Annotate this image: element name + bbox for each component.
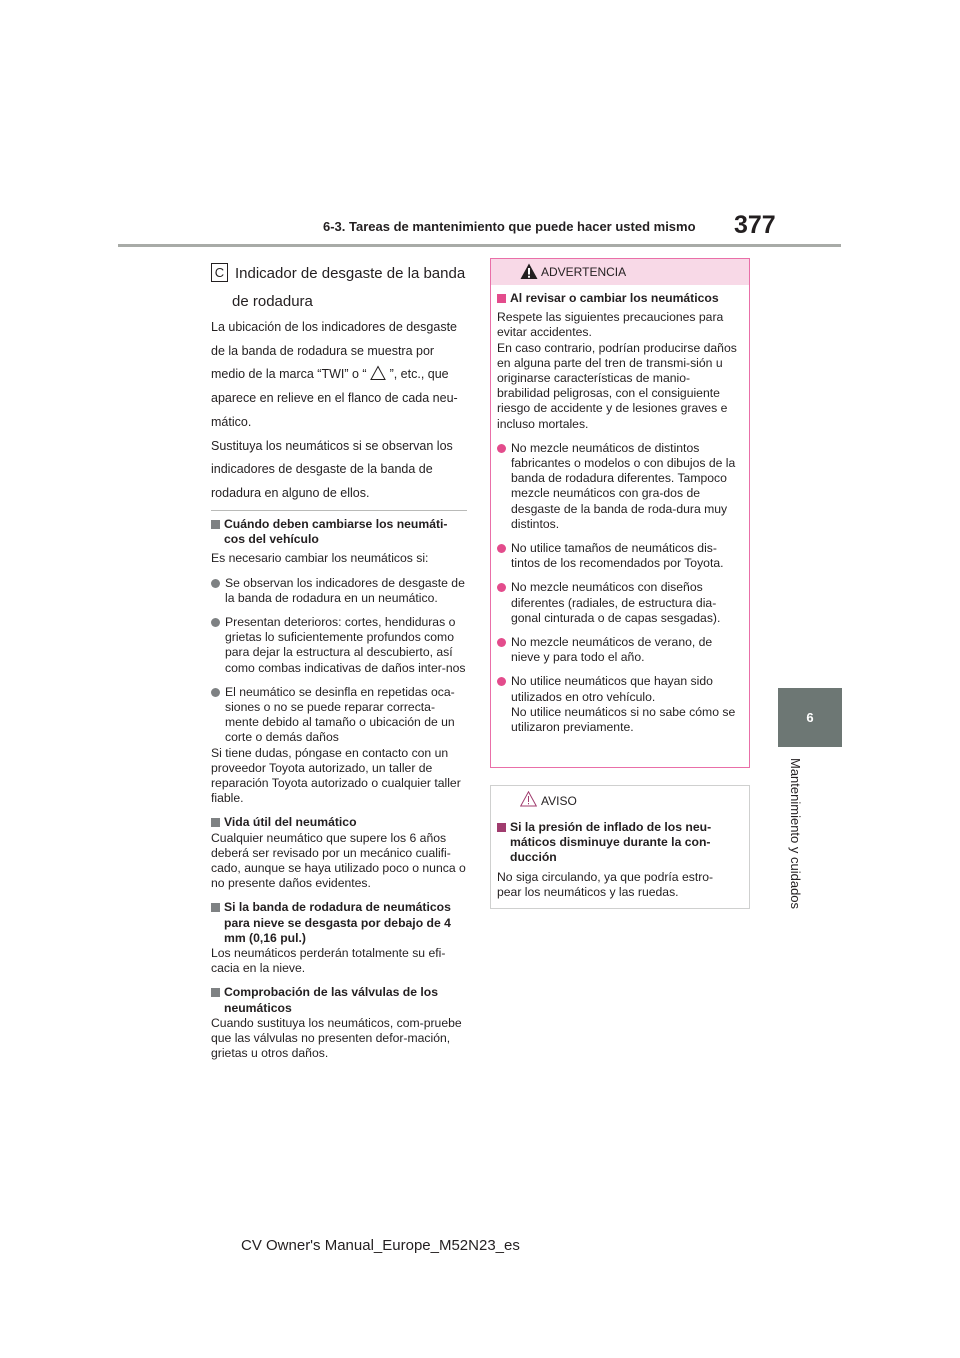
notice-box <box>490 785 750 909</box>
intro-line: rodadura en alguno de ellos. <box>211 485 370 500</box>
subheading: Cuándo deben cambiarse los neumáti-cos del vehículo <box>211 517 467 547</box>
warning-box <box>490 258 750 768</box>
paragraph: Los neumáticos perderán totalmente su efi-cacia en la nieve. <box>211 946 446 976</box>
chapter-tab-label: Mantenimiento y cuidados <box>788 758 803 910</box>
notice-label: AVISO <box>541 794 577 808</box>
subheading: Si la banda de rodadura de neumáticos para nieve se desgasta por debajo de 4 mm (0,16 pul.) <box>211 900 467 946</box>
bullet-item: No mezcle neumáticos de verano, de nieve y para todo el año. <box>497 635 737 665</box>
chapter-tab-number: 6 <box>806 710 814 725</box>
intro-line: La ubicación de los indicadores de desgaste <box>211 320 458 334</box>
warning-content <box>497 291 737 735</box>
wear-indicator-triangle-icon <box>370 365 386 381</box>
paragraph: Si tiene dudas, póngase en contacto con un proveedor Toyota autorizado, un taller de reparación Toyota autorizado o cualquier taller fiable. <box>211 745 461 806</box>
subheading: Al revisar o cambiar los neumáticos <box>497 291 737 306</box>
bullet-item: No utilice tamaños de neumáticos dis-tintos de los recomendados por Toyota. <box>497 541 737 571</box>
paragraph: Respete las siguientes precauciones para evitar accidentes. <box>497 310 724 340</box>
bullet-item: El neumático se desinfla en repetidas oca-siones o no se puede reparar correcta-mente debido al tamaño o ubicación de un corte o demás daños <box>211 685 467 746</box>
header-section-title: 6-3. Tareas de mantenimiento que puede hacer usted mismo <box>323 219 696 234</box>
bullet-item <box>497 674 737 735</box>
page-number: 377 <box>734 211 776 239</box>
notice-header <box>491 786 749 812</box>
intro-line: indicadores de desgaste de la banda de <box>211 462 433 477</box>
warning-triangle-icon <box>520 263 538 280</box>
paragraph: Es necesario cambiar los neumáticos si: <box>211 551 429 566</box>
intro-line: de la banda de rodadura se muestra por <box>211 343 435 358</box>
intro-line: aparece en relieve en el flanco de cada neu- <box>211 391 458 406</box>
notice-content <box>497 820 737 900</box>
bullet-text: No utilice neumáticos si no sabe cómo se utilizaron previamente. <box>511 704 736 735</box>
subheading: Vida útil del neumático <box>211 815 467 830</box>
bullet-text: No utilice neumáticos que hayan sido utilizados en otro vehículo. <box>511 674 713 704</box>
intro-line: medio de la marca “TWI” o “ ”, etc., que <box>211 367 449 382</box>
section-heading <box>211 260 467 316</box>
bullet-item: No mezcle neumáticos con diseños diferentes (radiales, de estructura dia-gonal cinturada o de capas sesgadas). <box>497 580 737 626</box>
section-heading-line2: de rodadura <box>232 293 313 310</box>
paragraph: No siga circulando, ya que podría estro-pear los neumáticos y las ruedas. <box>497 869 714 899</box>
caution-triangle-icon <box>520 791 537 807</box>
section-heading-line1: Indicador de desgaste de la banda <box>235 265 466 282</box>
header-divider <box>118 244 841 247</box>
paragraph: Cuando sustituya los neumáticos, com-pruebe que las válvulas no presenten defor-mación, grietas u otros daños. <box>211 1015 462 1061</box>
bullet-item: No mezcle neumáticos de distintos fabricantes o modelos o con dibujos de la banda de rodadura diferentes. Tampoco mezcle neumáticos con gra-dos de desgaste de la banda de roda-dura muy distintos. <box>497 441 737 532</box>
bullet-item: Presentan deterioros: cortes, hendiduras o grietas lo suficientemente profundos como para dejar la estructura al descubierto, así como combas indicativas de daños inter-nos <box>211 615 467 676</box>
paragraph: Cualquier neumático que supere los 6 años deberá ser revisado por un mecánico cualifi-cado, aunque se haya utilizado poco o nunca o no presente daños evidentes. <box>211 830 466 891</box>
column-divider <box>211 510 467 511</box>
subheading: Comprobación de las válvulas de los neumáticos <box>211 985 467 1015</box>
subheading: Si la presión de inflado de los neu-máticos disminuye durante la con-ducción <box>497 820 737 866</box>
intro-line: mático. <box>211 414 252 429</box>
intro-paragraph <box>211 316 467 506</box>
warning-header <box>491 259 749 285</box>
footer-manual-id: CV Owner's Manual_Europe_M52N23_es <box>241 1237 520 1254</box>
bullet-item: Se observan los indicadores de desgaste de la banda de rodadura en un neumático. <box>211 576 467 606</box>
section-badge: C <box>211 263 228 282</box>
paragraph: En caso contrario, podrían producirse daños en alguna parte del tren de transmi-sión u originarse características de manio-brabilidad peligrosas, con el consiguiente riesgo de accidente y de lesiones graves e incluso mortales. <box>497 340 737 431</box>
intro-line: Sustituya los neumáticos si se observan los <box>211 438 453 453</box>
warning-label: ADVERTENCIA <box>541 265 627 279</box>
tire-replacement-info <box>211 517 467 1062</box>
